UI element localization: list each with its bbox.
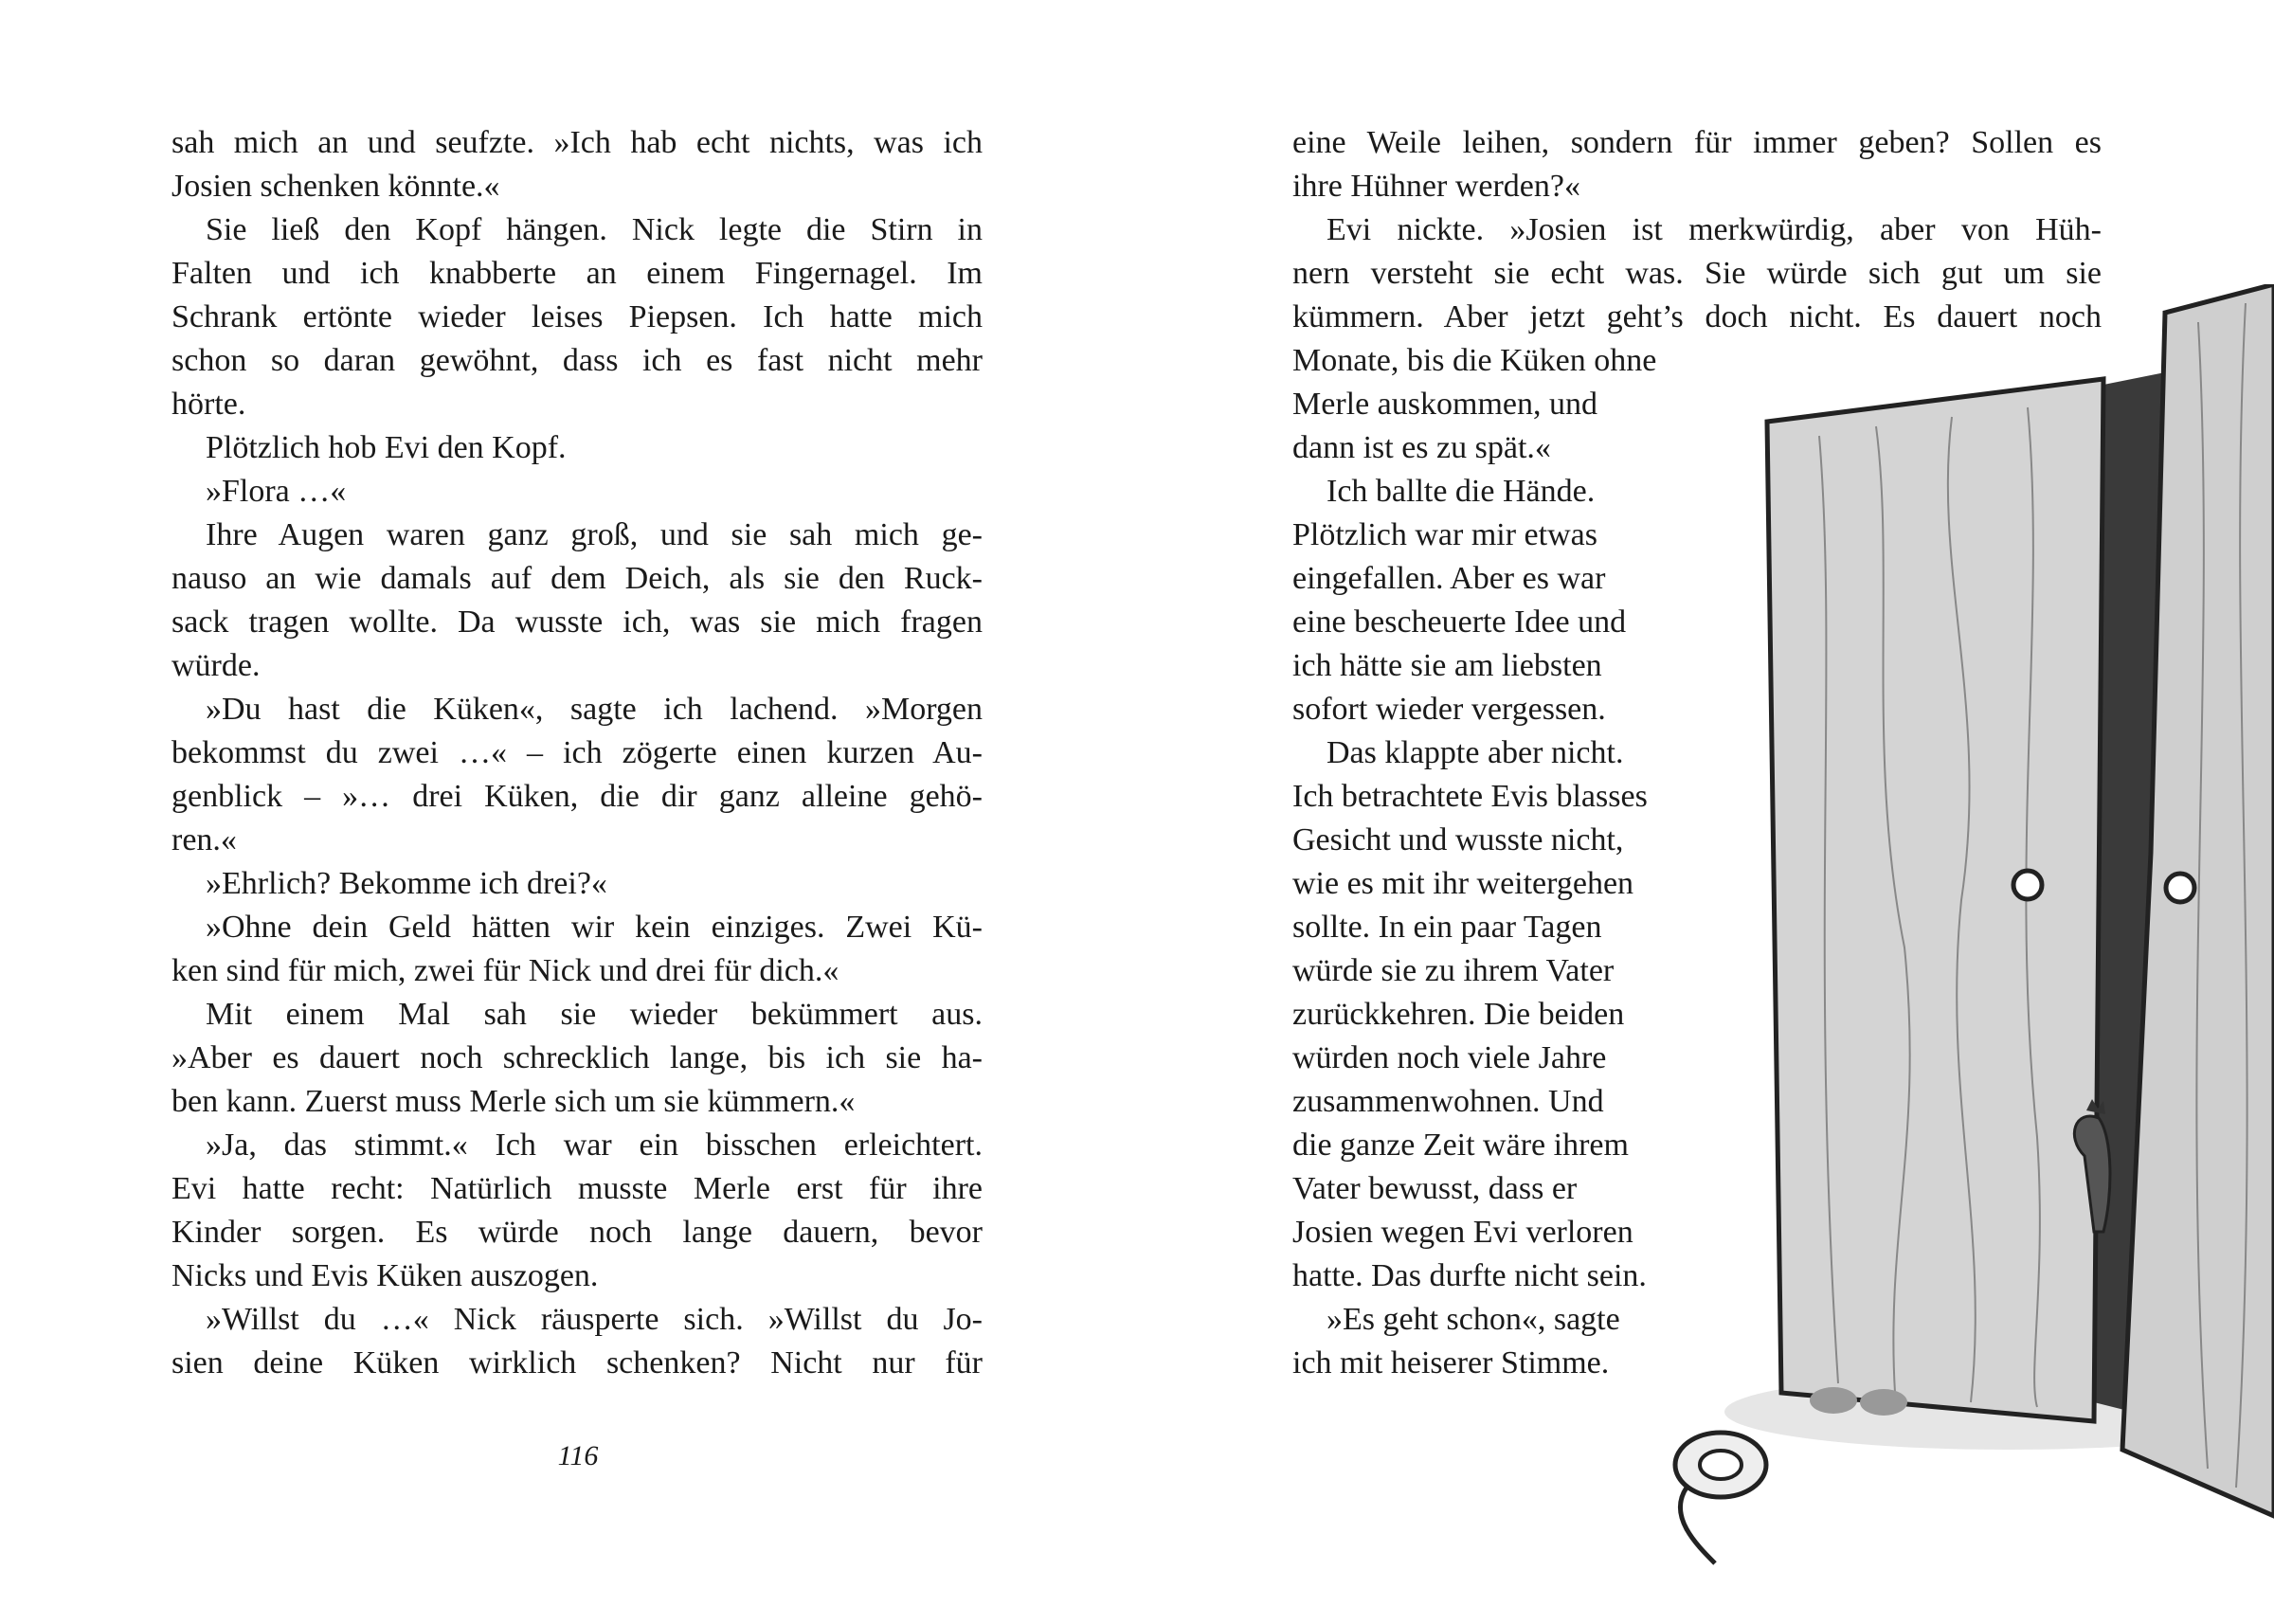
text-line: »Willst du …« Nick räusperte sich. »Willst du Jo- bbox=[206, 1302, 983, 1337]
text-line: eine Weile leihen, sondern für immer geben? Sollen es bbox=[1292, 125, 2102, 160]
text-line: zurückkehren. Die beiden bbox=[1292, 997, 1625, 1032]
text-line: die ganze Zeit wäre ihrem bbox=[1292, 1128, 1629, 1163]
text-line: wie es mit ihr weitergehen bbox=[1292, 866, 1634, 901]
text-line: Evi nickte. »Josien ist merkwürdig, aber von Hüh- bbox=[1326, 212, 2102, 247]
text-line: schon so daran gewöhnt, dass ich es fast nicht mehr bbox=[171, 343, 983, 378]
text-line: eine bescheuerte Idee und bbox=[1292, 604, 1627, 640]
text-line: »Ja, das stimmt.« Ich war ein bisschen erleichtert. bbox=[206, 1128, 983, 1163]
text-line: genblick – »… drei Küken, die dir ganz alleine gehö- bbox=[171, 779, 983, 814]
text-line: ihre Hühner werden?« bbox=[1292, 169, 1580, 204]
text-line: hatte. Das durfte nicht sein. bbox=[1292, 1258, 1647, 1293]
text-line: Falten und ich knabberte an einem Fingernagel. Im bbox=[171, 256, 983, 291]
text-line: »Ehrlich? Bekomme ich drei?« bbox=[206, 866, 607, 901]
text-line: Mit einem Mal sah sie wieder bekümmert aus. bbox=[206, 997, 983, 1032]
text-line: sofort wieder vergessen. bbox=[1292, 692, 1606, 727]
text-line: »Ohne dein Geld hätten wir kein einziges. Zwei Kü- bbox=[206, 910, 983, 945]
text-line: Ich ballte die Hände. bbox=[1326, 474, 1596, 509]
text-line: sack tragen wollte. Da wusste ich, was sie mich fragen bbox=[171, 604, 983, 640]
text-line: ich hätte sie am liebsten bbox=[1292, 648, 1602, 683]
text-line: Josien schenken könnte.« bbox=[171, 169, 500, 204]
text-line: ben kann. Zuerst muss Merle sich um sie kümmern.« bbox=[171, 1084, 856, 1119]
text-line: »Aber es dauert noch schrecklich lange, bis ich sie ha- bbox=[171, 1040, 983, 1075]
text-line: ken sind für mich, zwei für Nick und drei für dich.« bbox=[171, 953, 839, 988]
tape-roll bbox=[1675, 1433, 1766, 1563]
right-door-knob bbox=[2166, 874, 2194, 902]
text-line: sien deine Küken wirklich schenken? Nicht nur für bbox=[171, 1345, 983, 1380]
text-line: Plötzlich hob Evi den Kopf. bbox=[206, 430, 567, 465]
text-line: sah mich an und seufzte. »Ich hab echt nichts, was ich bbox=[171, 125, 983, 160]
text-line: »Es geht schon«, sagte bbox=[1326, 1302, 1620, 1337]
text-line: »Du hast die Küken«, sagte ich lachend. »Morgen bbox=[206, 692, 983, 727]
text-line: Kinder sorgen. Es würde noch lange dauern, bevor bbox=[171, 1215, 983, 1250]
text-line: nauso an wie damals auf dem Deich, als sie den Ruck- bbox=[171, 561, 983, 596]
text-line: ren.« bbox=[171, 822, 237, 857]
text-line: Schrank ertönte wieder leises Piepsen. Ich hatte mich bbox=[171, 299, 983, 334]
text-line: bekommst du zwei …« – ich zögerte einen kurzen Au- bbox=[171, 735, 983, 770]
text-line: Evi hatte recht: Natürlich musste Merle erst für ihre bbox=[171, 1171, 983, 1206]
text-line: Plötzlich war mir etwas bbox=[1292, 517, 1597, 552]
text-line: hörte. bbox=[171, 387, 246, 422]
text-line: Das klappte aber nicht. bbox=[1326, 735, 1624, 770]
text-line: Ich betrachtete Evis blasses bbox=[1292, 779, 1648, 814]
text-line: Josien wegen Evi verloren bbox=[1292, 1215, 1633, 1250]
text-line: kümmern. Aber jetzt geht’s doch nicht. Es dauert noch bbox=[1292, 299, 2102, 334]
text-line: Ihre Augen waren ganz groß, und sie sah mich ge- bbox=[206, 517, 983, 552]
left-door-knob bbox=[2013, 871, 2042, 899]
page-number: 116 bbox=[557, 1440, 599, 1471]
text-line: eingefallen. Aber es war bbox=[1292, 561, 1606, 596]
text-line: nern versteht sie echt was. Sie würde sich gut um sie bbox=[1292, 256, 2102, 291]
text-line: Nicks und Evis Küken auszogen. bbox=[171, 1258, 599, 1293]
text-line: Vater bewusst, dass er bbox=[1292, 1171, 1578, 1206]
text-line: würden noch viele Jahre bbox=[1292, 1040, 1607, 1075]
text-line: Monate, bis die Küken ohne bbox=[1292, 343, 1657, 378]
text-line: würde. bbox=[171, 648, 261, 683]
text-line: sollte. In ein paar Tagen bbox=[1292, 910, 1602, 945]
text-line: ich mit heiserer Stimme. bbox=[1292, 1345, 1610, 1380]
left-page-text bbox=[171, 121, 983, 1385]
left-door bbox=[1767, 379, 2103, 1421]
text-line: zusammenwohnen. Und bbox=[1292, 1084, 1604, 1119]
text-line: Gesicht und wusste nicht, bbox=[1292, 822, 1624, 857]
wardrobe-with-chicken-icon bbox=[1649, 284, 2274, 1573]
text-line: Merle auskommen, und bbox=[1292, 387, 1597, 422]
text-line: »Flora …« bbox=[206, 474, 347, 509]
text-line: dann ist es zu spät.« bbox=[1292, 430, 1551, 465]
text-line: Sie ließ den Kopf hängen. Nick legte die Stirn in bbox=[206, 212, 983, 247]
text-line: würde sie zu ihrem Vater bbox=[1292, 953, 1615, 988]
